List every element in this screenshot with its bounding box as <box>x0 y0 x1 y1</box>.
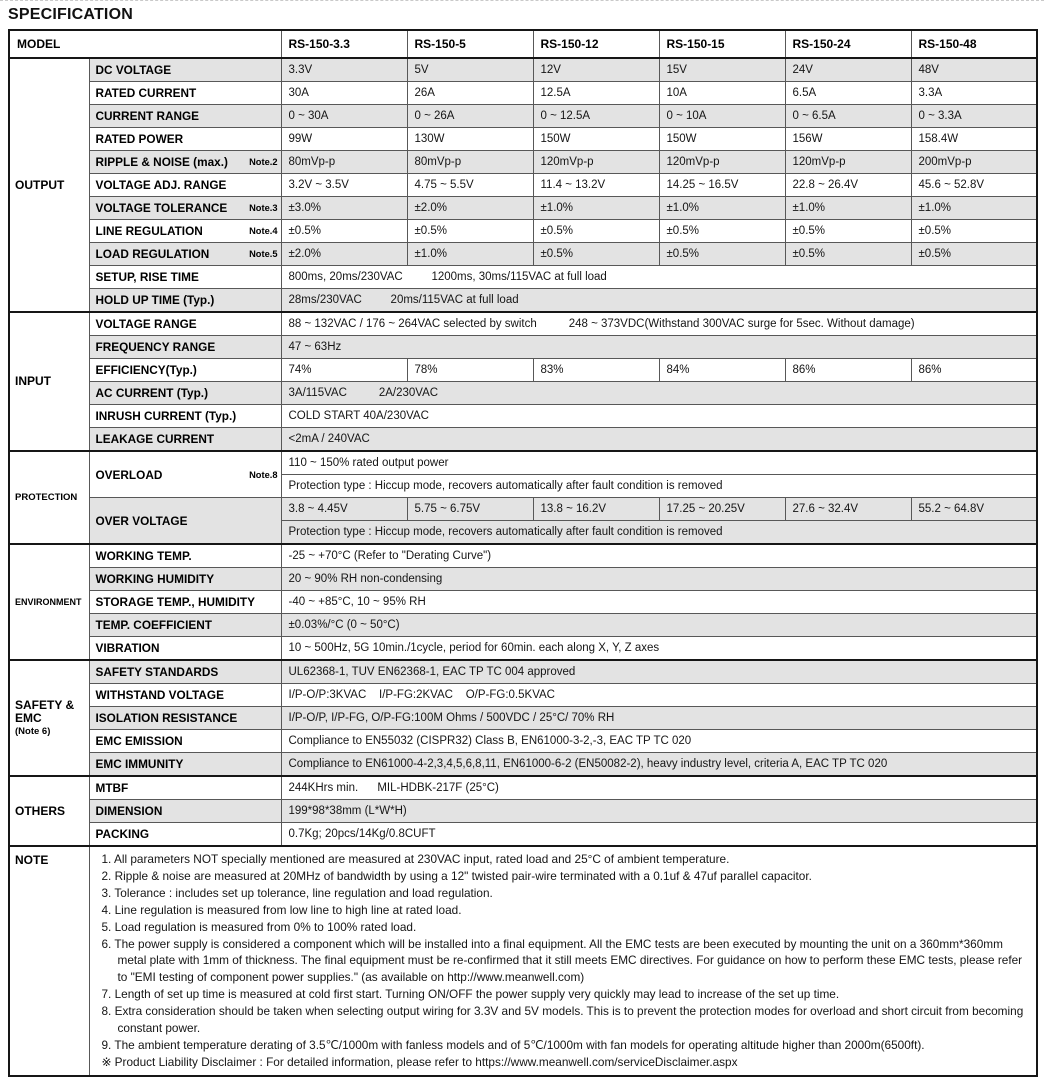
spec-row-label <box>96 363 278 377</box>
spec-row-label-cell <box>89 312 281 336</box>
table-row <box>9 128 1037 151</box>
spec-row-label-cell <box>89 82 281 105</box>
spec-value-cell: ±1.0% <box>911 197 1037 220</box>
spec-row-label-text: WORKING TEMP. <box>95 549 192 563</box>
spec-row-label-text: INRUSH CURRENT (Typ.) <box>95 409 237 423</box>
spec-row-label-text: VIBRATION <box>95 641 160 655</box>
section-label-text: OUTPUT <box>15 177 65 192</box>
table-row <box>9 544 1037 568</box>
spec-value-cell: ±2.0% <box>281 243 407 266</box>
spec-value-cell: 78% <box>407 359 533 382</box>
specification-table <box>8 29 1038 1077</box>
section-label <box>9 58 89 312</box>
spec-row-label-cell <box>89 220 281 243</box>
spec-row-label <box>96 468 278 482</box>
spec-value-cell: <2mA / 240VAC <box>281 428 1037 452</box>
spec-value-cell: 4.75 ~ 5.5V <box>407 174 533 197</box>
spec-value-cell: 86% <box>785 359 911 382</box>
spec-row-label <box>96 781 278 795</box>
spec-value-cell: 15V <box>659 58 785 82</box>
spec-value-cell: ±0.5% <box>533 243 659 266</box>
spec-value-cell: 0 ~ 12.5A <box>533 105 659 128</box>
spec-value-cell: ±1.0% <box>533 197 659 220</box>
spec-row-label <box>96 804 278 818</box>
spec-row-label <box>96 317 278 331</box>
table-row <box>9 58 1037 82</box>
spec-value-cell: 120mVp-p <box>785 151 911 174</box>
spec-value-cell: 12V <box>533 58 659 82</box>
spec-row-label <box>96 514 278 528</box>
spec-row-label-text: VOLTAGE RANGE <box>95 317 197 331</box>
spec-value-cell: 3.3A <box>911 82 1037 105</box>
spec-row-label-text: CURRENT RANGE <box>95 109 200 123</box>
note-ref-label: Note.2 <box>249 157 278 167</box>
spec-row-label-text: ISOLATION RESISTANCE <box>95 711 238 725</box>
spec-row-label-cell <box>89 243 281 266</box>
spec-row-label <box>96 432 278 446</box>
table-row <box>9 243 1037 266</box>
spec-value-cell: 150W <box>659 128 785 151</box>
spec-row-label-text: SAFETY STANDARDS <box>95 665 219 679</box>
spec-row-label-text: DIMENSION <box>95 804 163 818</box>
spec-value-cell: 0.7Kg; 20pcs/14Kg/0.8CUFT <box>281 823 1037 847</box>
note-line: ※ Product Liability Disclaimer : For detailed information, please refer to https://www.meanwell.com/serviceDisclaimer.aspx <box>101 1054 738 1069</box>
spec-value-cell: 800ms, 20ms/230VAC 1200ms, 30ms/115VAC at full load <box>281 266 1037 289</box>
spec-row-label-cell <box>89 707 281 730</box>
table-row <box>9 800 1037 823</box>
spec-row-label-cell <box>89 591 281 614</box>
table-row <box>9 82 1037 105</box>
table-row <box>9 498 1037 521</box>
spec-value-cell: 150W <box>533 128 659 151</box>
spec-value-cell: 28ms/230VAC 20ms/115VAC at full load <box>281 289 1037 313</box>
table-row <box>9 174 1037 197</box>
spec-value-cell: 110 ~ 150% rated output power <box>281 451 1037 475</box>
spec-row-label <box>96 340 278 354</box>
spec-value-cell: 24V <box>785 58 911 82</box>
spec-row-label-cell <box>89 776 281 800</box>
spec-row-label <box>96 409 278 423</box>
spec-value-cell: 120mVp-p <box>659 151 785 174</box>
model-name-cell: RS-150-5 <box>407 30 533 58</box>
spec-value-cell: ±0.5% <box>533 220 659 243</box>
note-line: 4. Line regulation is measured from low line to high line at rated load. <box>101 902 462 917</box>
spec-row-label <box>96 247 278 261</box>
spec-value-cell: 156W <box>785 128 911 151</box>
table-row <box>9 660 1037 684</box>
spec-row-label-cell <box>89 382 281 405</box>
note-line: 8. Extra consideration should be taken when selecting output wiring for 3.3V and 5V models. This is to prevent the protection modes for overload and short circuit from becoming constant power. <box>101 1004 1024 1036</box>
note-line: 6. The power supply is considered a component which will be installed into a final equipment. All the EMC tests are been executed by mounting the unit on a 360mm*360mm metal plate with 1mm of thickness. The final equipment must be re-confirmed that it still meets EMC directives. For guidance on how to perform these EMC tests, please refer to "EMI testing of component power supplies." (as available on http://www.meanwell.com) <box>101 936 1023 985</box>
spec-row-label-text: MTBF <box>95 781 129 795</box>
table-row <box>9 823 1037 847</box>
spec-row-label <box>96 688 278 702</box>
spec-row-label <box>96 293 278 307</box>
table-row <box>9 730 1037 753</box>
spec-value-cell: 13.8 ~ 16.2V <box>533 498 659 521</box>
spec-row-label-text: PACKING <box>95 827 150 841</box>
table-row <box>9 753 1037 777</box>
spec-row-label-text: LEAKAGE CURRENT <box>95 432 215 446</box>
note-line: 9. The ambient temperature derating of 3.5℃/1000m with fanless models and of 5℃/1000m with fan models for operating altitude higher than 2000m(6500ft). <box>101 1037 925 1052</box>
spec-row-label-cell <box>89 105 281 128</box>
section-label <box>9 660 89 776</box>
spec-row-label-text: TEMP. COEFFICIENT <box>95 618 212 632</box>
spec-value-cell: 130W <box>407 128 533 151</box>
spec-row-label-text: HOLD UP TIME (Typ.) <box>95 293 215 307</box>
model-name-cell: RS-150-24 <box>785 30 911 58</box>
spec-row-label-cell <box>89 498 281 545</box>
spec-row-label <box>96 86 278 100</box>
spec-row-label-cell <box>89 753 281 777</box>
spec-row-label-cell <box>89 568 281 591</box>
spec-row-label <box>96 270 278 284</box>
spec-value-cell: ±0.5% <box>659 220 785 243</box>
spec-value-cell: 0 ~ 6.5A <box>785 105 911 128</box>
spec-value-cell: ±0.5% <box>281 220 407 243</box>
spec-value-cell: 199*98*38mm (L*W*H) <box>281 800 1037 823</box>
spec-row-label <box>96 665 278 679</box>
section-label-text: PROTECTION <box>15 492 78 503</box>
spec-row-label <box>96 132 278 146</box>
note-row <box>9 846 1037 1076</box>
spec-row-label-text: FREQUENCY RANGE <box>95 340 216 354</box>
spec-value-cell: 11.4 ~ 13.2V <box>533 174 659 197</box>
spec-row-label-text: AC CURRENT (Typ.) <box>95 386 208 400</box>
spec-value-cell: COLD START 40A/230VAC <box>281 405 1037 428</box>
spec-row-label-cell <box>89 128 281 151</box>
spec-value-cell: ±0.5% <box>785 243 911 266</box>
spec-row-label-text: RATED CURRENT <box>95 86 197 100</box>
spec-row-label-cell <box>89 359 281 382</box>
note-text-cell <box>89 846 1037 1076</box>
note-line: 3. Tolerance : includes set up tolerance, line regulation and load regulation. <box>101 885 493 900</box>
spec-row-label <box>96 595 278 609</box>
spec-value-cell: 10A <box>659 82 785 105</box>
spec-row-label-text: VOLTAGE TOLERANCE <box>95 201 228 215</box>
spec-value-cell: 3.3V <box>281 58 407 82</box>
note-line: 7. Length of set up time is measured at cold first start. Turning ON/OFF the power supply very quickly may lead to increase of the set up time. <box>101 987 840 1002</box>
model-header-row <box>9 30 1037 58</box>
spec-row-label <box>96 201 278 215</box>
table-row <box>9 405 1037 428</box>
spec-value-cell: ±1.0% <box>407 243 533 266</box>
spec-row-label-cell <box>89 451 281 498</box>
spec-value-cell: ±0.5% <box>659 243 785 266</box>
spec-row-label <box>96 178 278 192</box>
spec-value-cell: -25 ~ +70°C (Refer to "Derating Curve") <box>281 544 1037 568</box>
spec-value-cell: 5V <box>407 58 533 82</box>
spec-value-cell: ±0.03%/°C (0 ~ 50°C) <box>281 614 1037 637</box>
spec-value-cell: 86% <box>911 359 1037 382</box>
spec-row-label-text: WORKING HUMIDITY <box>95 572 215 586</box>
model-name-cell: RS-150-3.3 <box>281 30 407 58</box>
spec-row-label-cell <box>89 174 281 197</box>
spec-value-cell: 0 ~ 3.3A <box>911 105 1037 128</box>
spec-row-label-cell <box>89 823 281 847</box>
spec-value-cell: 14.25 ~ 16.5V <box>659 174 785 197</box>
table-row <box>9 266 1037 289</box>
model-name-cell: RS-150-12 <box>533 30 659 58</box>
spec-row-label-cell <box>89 197 281 220</box>
spec-row-label-cell <box>89 637 281 661</box>
table-row <box>9 105 1037 128</box>
note-line: 5. Load regulation is measured from 0% to 100% rated load. <box>101 919 417 934</box>
spec-row-label-text: OVER VOLTAGE <box>95 513 188 528</box>
table-row <box>9 614 1037 637</box>
spec-value-cell: Protection type : Hiccup mode, recovers automatically after fault condition is removed <box>281 475 1037 498</box>
spec-value-cell: I/P-O/P, I/P-FG, O/P-FG:100M Ohms / 500VDC / 25°C/ 70% RH <box>281 707 1037 730</box>
spec-value-cell: 10 ~ 500Hz, 5G 10min./1cycle, period for 60min. each along X, Y, Z axes <box>281 637 1037 661</box>
spec-value-cell: Compliance to EN55032 (CISPR32) Class B, EN61000-3-2,-3, EAC TP TC 020 <box>281 730 1037 753</box>
spec-value-cell: ±2.0% <box>407 197 533 220</box>
spec-row-label-text: OVERLOAD <box>95 467 163 482</box>
spec-row-label <box>96 63 278 77</box>
spec-value-cell: ±0.5% <box>911 220 1037 243</box>
spec-row-label <box>96 572 278 586</box>
spec-row-label-text: RIPPLE & NOISE (max.) <box>95 155 228 169</box>
section-label-text: OTHERS <box>15 803 66 818</box>
spec-value-cell: 80mVp-p <box>281 151 407 174</box>
model-header-cell: MODEL <box>9 30 281 58</box>
spec-value-cell: -40 ~ +85°C, 10 ~ 95% RH <box>281 591 1037 614</box>
section-label <box>9 451 89 544</box>
spec-value-cell: 55.2 ~ 64.8V <box>911 498 1037 521</box>
spec-value-cell: 45.6 ~ 52.8V <box>911 174 1037 197</box>
spec-value-cell: 120mVp-p <box>533 151 659 174</box>
spec-row-label <box>96 549 278 563</box>
spec-row-label <box>96 618 278 632</box>
spec-row-label <box>96 224 278 238</box>
spec-value-cell: ±0.5% <box>911 243 1037 266</box>
page-title: SPECIFICATION <box>8 6 133 23</box>
spec-value-cell: ±0.5% <box>785 220 911 243</box>
spec-row-label-text: RATED POWER <box>95 132 184 146</box>
model-name-cell: RS-150-48 <box>911 30 1037 58</box>
spec-row-label-cell <box>89 336 281 359</box>
spec-row-label-cell <box>89 544 281 568</box>
spec-row-label <box>96 734 278 748</box>
spec-row-label <box>96 109 278 123</box>
note-ref-label: Note.4 <box>249 226 278 236</box>
spec-row-label-cell <box>89 266 281 289</box>
section-label <box>9 776 89 846</box>
spec-row-label-text: SETUP, RISE TIME <box>95 270 199 284</box>
section-label-note: (Note 6) <box>15 725 51 737</box>
spec-value-cell: 0 ~ 30A <box>281 105 407 128</box>
spec-value-cell: 88 ~ 132VAC / 176 ~ 264VAC selected by switch 248 ~ 373VDC(Withstand 300VAC surge for 5sec. Without damage) <box>281 312 1037 336</box>
table-row <box>9 428 1037 452</box>
table-row <box>9 637 1037 661</box>
note-ref-label: Note.3 <box>249 203 278 213</box>
spec-value-cell: 3.2V ~ 3.5V <box>281 174 407 197</box>
spec-value-cell: 27.6 ~ 32.4V <box>785 498 911 521</box>
spec-value-cell: 12.5A <box>533 82 659 105</box>
section-label-text: INPUT <box>15 374 51 388</box>
spec-row-label-cell <box>89 660 281 684</box>
spec-row-label-cell <box>89 614 281 637</box>
spec-row-label-cell <box>89 684 281 707</box>
table-row <box>9 568 1037 591</box>
spec-value-cell: 0 ~ 26A <box>407 105 533 128</box>
spec-row-label <box>96 155 278 169</box>
table-row <box>9 591 1037 614</box>
spec-value-cell: 99W <box>281 128 407 151</box>
spec-row-label-text: DC VOLTAGE <box>95 63 172 77</box>
spec-row-label-text: LINE REGULATION <box>95 224 203 238</box>
spec-value-cell: 47 ~ 63Hz <box>281 336 1037 359</box>
note-line: 2. Ripple & noise are measured at 20MHz of bandwidth by using a 12" twisted pair-wire terminated with a 0.1uf & 47uf parallel capacitor. <box>101 868 812 883</box>
spec-value-cell: Protection type : Hiccup mode, recovers automatically after fault condition is removed <box>281 521 1037 545</box>
spec-row-label-cell <box>89 151 281 174</box>
table-row <box>9 707 1037 730</box>
spec-value-cell: 3A/115VAC 2A/230VAC <box>281 382 1037 405</box>
table-row <box>9 312 1037 336</box>
spec-row-label-text: EMC IMMUNITY <box>95 757 184 771</box>
spec-value-cell: 22.8 ~ 26.4V <box>785 174 911 197</box>
spec-value-cell: 26A <box>407 82 533 105</box>
spec-value-cell: 3.8 ~ 4.45V <box>281 498 407 521</box>
spec-row-label-text: EMC EMISSION <box>95 734 183 748</box>
spec-row-label-cell <box>89 800 281 823</box>
spec-value-cell: 30A <box>281 82 407 105</box>
spec-value-cell: ±0.5% <box>407 220 533 243</box>
table-row <box>9 197 1037 220</box>
table-row <box>9 451 1037 475</box>
spec-row-label-text: WITHSTAND VOLTAGE <box>95 688 224 702</box>
spec-value-cell: 5.75 ~ 6.75V <box>407 498 533 521</box>
spec-row-label-cell <box>89 289 281 313</box>
spec-row-label <box>96 386 278 400</box>
table-row <box>9 220 1037 243</box>
table-row <box>9 359 1037 382</box>
spec-value-cell: 6.5A <box>785 82 911 105</box>
table-row <box>9 776 1037 800</box>
spec-row-label-cell <box>89 58 281 82</box>
spec-row-label <box>96 711 278 725</box>
spec-value-cell: 74% <box>281 359 407 382</box>
spec-value-cell: 80mVp-p <box>407 151 533 174</box>
spec-value-cell: 244KHrs min. MIL-HDBK-217F (25°C) <box>281 776 1037 800</box>
spec-value-cell: 48V <box>911 58 1037 82</box>
note-line: 1. All parameters NOT specially mentioned are measured at 230VAC input, rated load and 25°C of ambient temperature. <box>101 852 730 866</box>
section-label-text: ENVIRONMENT <box>15 596 82 607</box>
spec-value-cell: Compliance to EN61000-4-2,3,4,5,6,8,11, EN61000-6-2 (EN50082-2), heavy industry level, criteria A, EAC TP TC 020 <box>281 753 1037 777</box>
spec-value-cell: 20 ~ 90% RH non-condensing <box>281 568 1037 591</box>
spec-value-cell: 0 ~ 10A <box>659 105 785 128</box>
spec-row-label-text: EFFICIENCY(Typ.) <box>95 363 197 377</box>
spec-row-label <box>96 757 278 771</box>
table-row <box>9 151 1037 174</box>
spec-row-label-cell <box>89 405 281 428</box>
spec-value-cell: 17.25 ~ 20.25V <box>659 498 785 521</box>
spec-value-cell: I/P-O/P:3KVAC I/P-FG:2KVAC O/P-FG:0.5KVAC <box>281 684 1037 707</box>
section-label <box>9 312 89 451</box>
spec-row-label-cell <box>89 730 281 753</box>
spec-row-label-cell <box>89 428 281 452</box>
model-name-cell: RS-150-15 <box>659 30 785 58</box>
section-label-text: SAFETY & EMC <box>15 697 75 725</box>
spec-row-label <box>96 641 278 655</box>
spec-value-cell: ±1.0% <box>659 197 785 220</box>
table-row <box>9 289 1037 313</box>
spec-value-cell: ±3.0% <box>281 197 407 220</box>
note-ref-label: Note.5 <box>249 249 278 259</box>
spec-value-cell: ±1.0% <box>785 197 911 220</box>
spec-row-label-text: VOLTAGE ADJ. RANGE <box>95 178 227 192</box>
section-label: NOTE <box>9 846 89 1076</box>
spec-row-label <box>96 827 278 841</box>
spec-value-cell: 83% <box>533 359 659 382</box>
spec-value-cell: 200mVp-p <box>911 151 1037 174</box>
note-ref-label: Note.8 <box>249 469 278 480</box>
spec-row-label-text: LOAD REGULATION <box>95 247 210 261</box>
spec-value-cell: UL62368-1, TUV EN62368-1, EAC TP TC 004 approved <box>281 660 1037 684</box>
table-row <box>9 382 1037 405</box>
section-label <box>9 544 89 660</box>
table-row <box>9 336 1037 359</box>
spec-value-cell: 84% <box>659 359 785 382</box>
spec-value-cell: 158.4W <box>911 128 1037 151</box>
table-row <box>9 684 1037 707</box>
spec-row-label-text: STORAGE TEMP., HUMIDITY <box>95 595 255 609</box>
